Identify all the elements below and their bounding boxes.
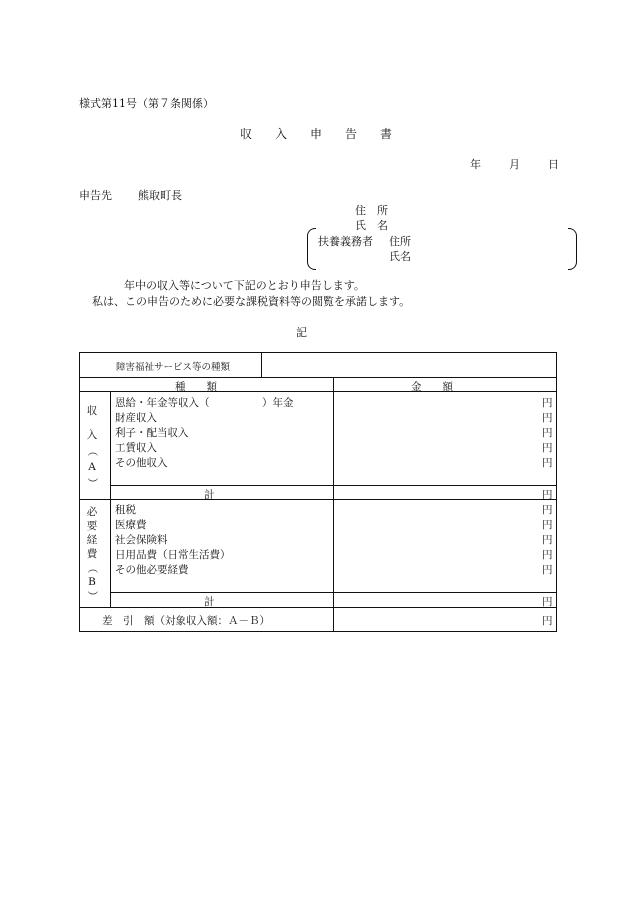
guardian-name-label: 氏名 bbox=[389, 250, 411, 263]
title-char: 書 bbox=[380, 127, 393, 141]
date-day: 日 bbox=[548, 158, 559, 171]
section-char: A bbox=[88, 461, 96, 473]
yen-unit: 円 bbox=[542, 549, 553, 561]
title-char: 申 bbox=[310, 127, 323, 141]
left-bracket bbox=[307, 228, 316, 270]
destination-label: 申告先 bbox=[79, 189, 112, 202]
col-amount-header: 金 額 bbox=[411, 381, 453, 393]
section-char: （ bbox=[86, 562, 98, 574]
yen-unit: 円 bbox=[542, 442, 553, 454]
guardian-label: 扶養義務者 bbox=[318, 235, 373, 248]
date-field bbox=[470, 156, 587, 172]
yen-unit: 円 bbox=[542, 596, 553, 608]
income-subtotal-label: 計 bbox=[204, 489, 215, 501]
row-divider bbox=[80, 607, 556, 608]
destination-name: 熊取町長 bbox=[138, 189, 182, 202]
income-item: 恩給・年金等収入（ ）年金 bbox=[115, 397, 294, 409]
section-char: （ bbox=[86, 445, 98, 457]
income-item: 工賃収入 bbox=[115, 442, 157, 454]
expense-item: 社会保険料 bbox=[115, 534, 168, 546]
section-char: ） bbox=[86, 590, 98, 602]
yen-unit: 円 bbox=[542, 519, 553, 531]
guardian-address-label: 住所 bbox=[389, 235, 411, 248]
yen-unit: 円 bbox=[542, 564, 553, 576]
expense-section-label bbox=[84, 505, 100, 603]
section-char: 必 bbox=[86, 506, 98, 518]
income-item: その他収入 bbox=[115, 457, 168, 469]
title-char: 収 bbox=[240, 127, 253, 141]
expense-item: 日用品費（日常生活費） bbox=[115, 549, 231, 561]
expense-item: 租税 bbox=[115, 504, 136, 516]
section-char: B bbox=[88, 576, 96, 588]
section-char: 費 bbox=[86, 548, 98, 560]
section-char: ） bbox=[86, 477, 98, 489]
expense-subtotal-label: 計 bbox=[204, 596, 215, 608]
net-amount-label: 差 引 額（対象収入額：Ａ－Ｂ） bbox=[102, 615, 270, 627]
col-type-header: 種 類 bbox=[175, 381, 217, 393]
name-label: 氏 名 bbox=[355, 219, 388, 232]
service-type-label: 障害福祉サービス等の種類 bbox=[116, 362, 231, 373]
expense-item: その他必要経費 bbox=[115, 564, 189, 576]
yen-unit: 円 bbox=[542, 397, 553, 409]
yen-unit: 円 bbox=[542, 615, 553, 627]
title-char: 告 bbox=[345, 127, 358, 141]
section-char: 収 bbox=[86, 405, 98, 417]
address-label: 住 所 bbox=[355, 204, 388, 217]
yen-unit: 円 bbox=[542, 457, 553, 469]
ki-heading: 記 bbox=[296, 326, 307, 339]
col-divider bbox=[333, 377, 334, 631]
yen-unit: 円 bbox=[542, 412, 553, 424]
document-title bbox=[240, 125, 415, 142]
col-divider bbox=[110, 391, 111, 607]
declaration-line-1: 年中の収入等について下記のとおり申告します。 bbox=[124, 279, 365, 292]
form-number: 様式第11号（第７条関係） bbox=[79, 97, 214, 110]
expense-item: 医療費 bbox=[115, 519, 147, 531]
right-bracket bbox=[568, 228, 577, 270]
title-char: 入 bbox=[275, 127, 288, 141]
declaration-line-2: 私は、この申告のために必要な課税資料等の閲覧を承諾します。 bbox=[92, 295, 411, 308]
yen-unit: 円 bbox=[542, 489, 553, 501]
col-divider bbox=[261, 353, 262, 377]
income-item: 財産収入 bbox=[115, 412, 157, 424]
section-char: 要 bbox=[86, 520, 98, 532]
section-char: 入 bbox=[86, 429, 98, 441]
income-section-label bbox=[84, 403, 100, 491]
income-item: 利子・配当収入 bbox=[115, 427, 189, 439]
row-divider bbox=[80, 377, 556, 378]
date-month: 月 bbox=[509, 158, 520, 171]
section-char: 経 bbox=[86, 534, 98, 546]
yen-unit: 円 bbox=[542, 427, 553, 439]
yen-unit: 円 bbox=[542, 534, 553, 546]
date-year: 年 bbox=[470, 158, 481, 171]
income-table bbox=[79, 352, 557, 632]
row-divider bbox=[80, 499, 556, 500]
row-divider bbox=[80, 391, 556, 392]
yen-unit: 円 bbox=[542, 504, 553, 516]
